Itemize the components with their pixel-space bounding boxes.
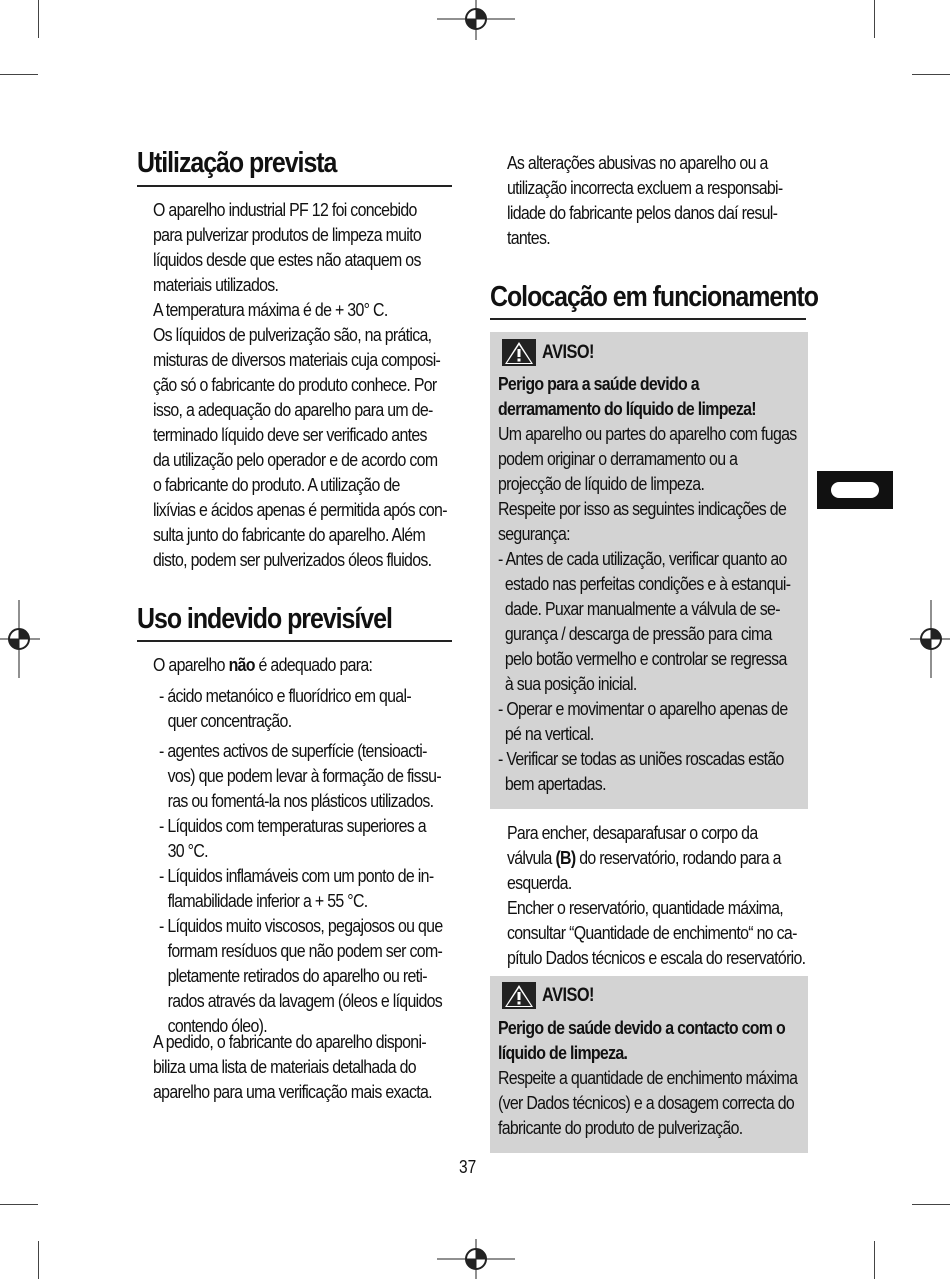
text-line: - Líquidos inflamáveis com um ponto de in- [159,865,434,886]
text-line: - Líquidos com temperaturas superiores a [159,815,426,836]
list-item [159,863,443,913]
registration-mark-icon [910,600,950,678]
valve-reference: (B) [555,847,576,868]
crop-mark [38,0,39,38]
text-span: é adequado para: [254,654,373,675]
list-item [159,683,443,733]
text-line [507,845,805,870]
heading-commissioning: Colocação em funcionamento [490,281,818,313]
max-temperature-line: A temperatura máxima é de + 30° C. [153,299,388,320]
text-line: pletamente retirados do aparelho ou reti- [167,965,427,986]
text-line: - Líquidos muito viscosos, pegajosos ou que [159,915,443,936]
text-line: - Verificar se todas as uniões roscadas estão [498,748,784,769]
crop-mark [874,0,875,38]
list-item [159,913,443,1038]
text-line: da utilização pelo operador e de acordo com [153,449,438,470]
text-line: fabricante do produto de pulverização. [498,1117,743,1138]
text-span: do reservatório, rodando para a [575,847,781,868]
text-line: utilização incorrecta excluem a responsabi- [507,177,783,198]
crop-mark [912,74,950,75]
text-line: O aparelho industrial PF 12 foi concebido [153,199,417,220]
text-line: segurança: [498,523,570,544]
text-line: 30 °C. [167,840,208,861]
warning-heading-line: Perigo de saúde devido a contacto com o [498,1017,786,1038]
text-line: Os líquidos de pulverização são, na prática, [153,324,432,345]
text-line: A pedido, o fabricante do aparelho disponi- [153,1031,426,1052]
text-line: isso, a adequação do aparelho para um de- [153,399,433,420]
heading-intended-use: Utilização prevista [137,147,337,179]
crop-mark [874,1241,875,1279]
text-span: válvula [507,847,556,868]
crop-mark [38,1241,39,1279]
warning-content [498,371,797,796]
text-line: - Operar e movimentar o aparelho apenas de [498,698,788,719]
text-line: (ver Dados técnicos) e a dosagem correcta do [498,1092,795,1113]
misuse-intro [153,652,372,677]
text-line: ção só o fabricante do produto conhece. Por [153,374,437,395]
warning-header [502,339,602,366]
text-line: vos) que podem levar à formação de fissu- [167,765,441,786]
registration-mark-icon [0,600,40,678]
list-item [498,746,797,796]
text-line: Respeite a quantidade de enchimento máxima [498,1067,798,1088]
text-line: flamabilidade inferior a + 55 °C. [167,890,368,911]
text-line: - ácido metanóico e fluorídrico em qual- [159,685,411,706]
text-line: ras ou fomentá-la nos plásticos utilizados. [167,790,434,811]
heading-rule [490,318,806,320]
text-line: dade. Puxar manualmente a válvula de se- [504,598,780,619]
text-line: tantes. [507,227,550,248]
text-line: lidade do fabricante pelos danos daí resul- [507,202,778,223]
heading-foreseeable-misuse: Uso indevido previsível [137,603,392,635]
registration-mark-icon [437,0,515,40]
text-line: pítulo Dados técnicos e escala do reservatório. [507,947,806,968]
text-line: podem originar o derramamento ou a [498,448,738,469]
text-line: - agentes activos de superfície (tensioacti- [159,740,427,761]
warning-content [498,1015,797,1140]
language-tab-pill [831,482,879,498]
text-span: O aparelho [153,654,229,675]
crop-mark [0,74,38,75]
language-tab [817,471,893,509]
crop-mark [912,1204,950,1205]
text-bold: não [228,654,255,675]
text-line: o fabricante do produto. A utilização de [153,474,400,495]
text-line: estado nas perfeitas condições e à estanqui- [504,573,791,594]
warning-label: AVISO! [542,984,594,1006]
text-line: As alterações abusivas no aparelho ou a [507,152,768,173]
text-line: gurança / descarga de pressão para cima [504,623,772,644]
text-line: consultar “Quantidade de enchimento“ no ca- [507,922,797,943]
misuse-list [159,683,443,1038]
text-line: terminado líquido deve ser verificado antes [153,424,427,445]
text-line: sulta junto do fabricante do aparelho. Além [153,524,426,545]
text-line: pé na vertical. [504,723,594,744]
text-line: Um aparelho ou partes do aparelho com fugas [498,423,797,444]
text-line: lixívias e ácidos apenas é permitida após con- [153,499,447,520]
text-line: formam resíduos que não podem ser com- [167,940,443,961]
text-line: Para encher, desaparafusar o corpo da [507,822,758,843]
warning-heading-line: líquido de limpeza. [498,1042,628,1063]
text-line: materiais utilizados. [153,274,279,295]
heading-rule [137,640,452,642]
list-item [498,696,797,746]
materials-list-note [153,1029,432,1104]
liability-paragraph [507,150,783,250]
text-line: - Antes de cada utilização, verificar quanto ao [498,548,787,569]
warning-triangle-icon [502,982,536,1009]
text-line: à sua posição inicial. [504,673,637,694]
warning-label: AVISO! [542,341,594,363]
list-item [498,546,797,696]
text-line: para pulverizar produtos de limpeza muito [153,224,422,245]
heading-rule [137,185,452,187]
text-line: biliza uma lista de materiais detalhada do [153,1056,416,1077]
list-item [159,813,443,863]
list-item [159,738,443,813]
page-number: 37 [459,1157,477,1177]
text-line: disto, podem ser pulverizados óleos fluidos. [153,549,432,570]
intended-use-paragraph [153,197,421,322]
warning-header [502,982,602,1009]
text-line: líquidos desde que estes não ataquem os [153,249,421,270]
warning-triangle-icon [502,339,536,366]
text-line: bem apertadas. [504,773,606,794]
text-line: pelo botão vermelho e controlar se regressa [504,648,787,669]
text-line: contendo óleo). [167,1015,267,1036]
text-line: quer concentração. [167,710,292,731]
text-line: Encher o reservatório, quantidade máxima, [507,897,784,918]
registration-mark-icon [437,1239,515,1279]
text-line: projecção de líquido de limpeza. [498,473,705,494]
spray-liquids-paragraph [153,322,447,572]
text-line: esquerda. [507,872,572,893]
text-line: misturas de diversos materiais cuja composi- [153,349,441,370]
text-line: Respeite por isso as seguintes indicações de [498,498,787,519]
warning-heading-line: Perigo para a saúde devido a [498,373,699,394]
text-line: rados através da lavagem (óleos e líquidos [167,990,443,1011]
warning-heading-line: derramamento do líquido de limpeza! [498,398,756,419]
crop-mark [0,1204,38,1205]
filling-instructions [507,820,805,970]
text-line: aparelho para uma verificação mais exacta. [153,1081,432,1102]
